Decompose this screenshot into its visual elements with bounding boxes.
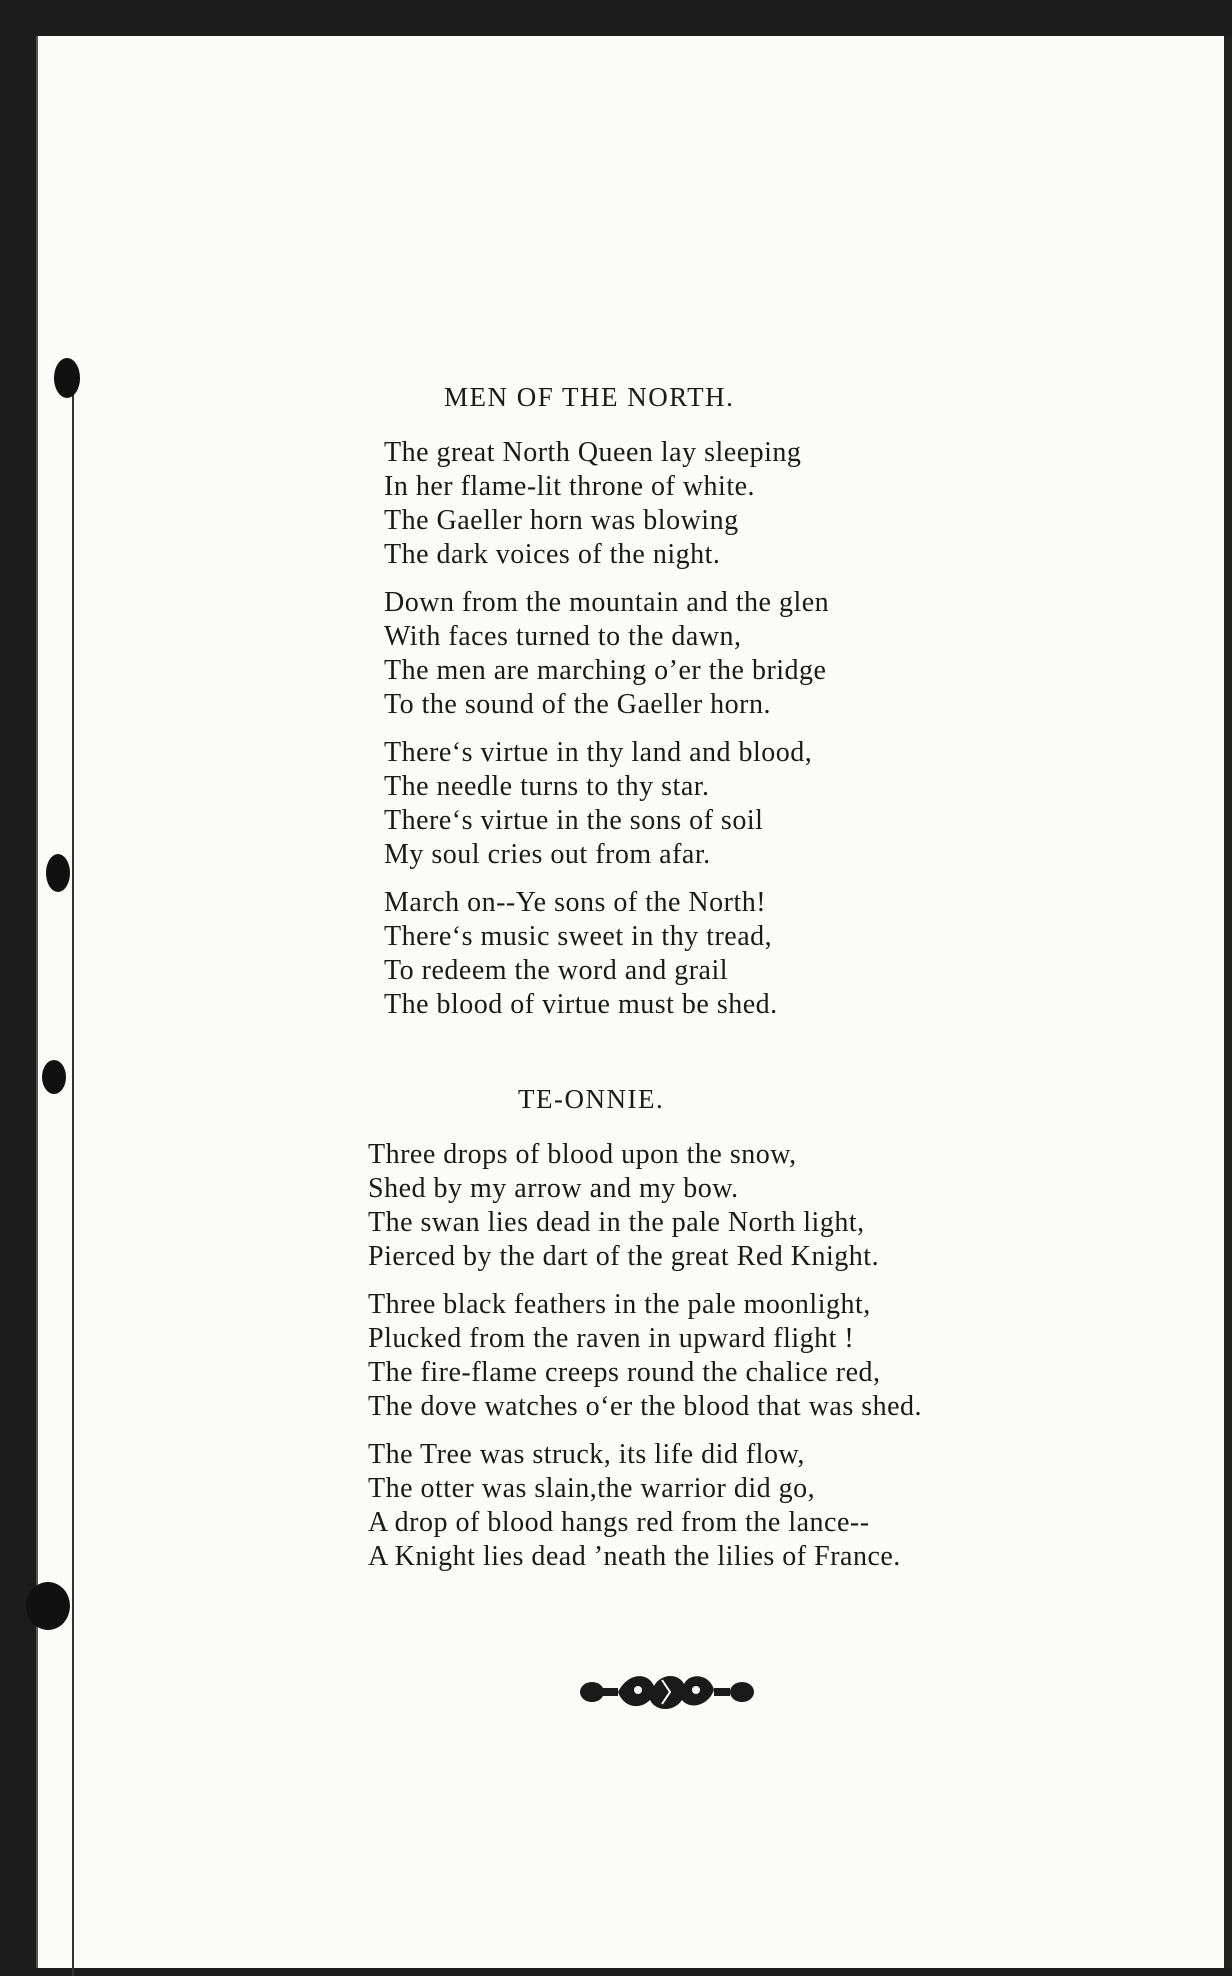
verse-line: There‘s virtue in thy land and blood, [384, 737, 813, 768]
stanza [368, 1438, 922, 1574]
poem-title: MEN OF THE NORTH. [444, 382, 735, 412]
verse-line: The needle turns to thy star. [384, 771, 710, 802]
verse-line: With faces turned to the dawn, [384, 621, 742, 652]
verse-line: The men are marching o’er the bridge [384, 655, 827, 686]
stanza [384, 736, 829, 872]
stanza [384, 886, 829, 1022]
verse-line: There‘s music sweet in thy tread, [384, 921, 773, 952]
verse-line: The otter was slain,the warrior did go, [368, 1473, 816, 1504]
verse-line: Three drops of blood upon the snow, [368, 1139, 797, 1170]
verse-line: The Gaeller horn was blowing [384, 505, 739, 536]
verse-line: In her flame-lit throne of white. [384, 471, 756, 502]
verse-line: The great North Queen lay sleeping [384, 437, 802, 468]
verse-line: The fire-flame creeps round the chalice red, [368, 1357, 881, 1388]
verse-line: To redeem the word and grail [384, 955, 729, 986]
verse-line: The dark voices of the night. [384, 539, 721, 570]
binding-line [72, 376, 74, 1976]
stanza [384, 586, 829, 722]
binding-hole [26, 1582, 70, 1630]
verse-line: Down from the mountain and the glen [384, 587, 830, 618]
ornament-icon [578, 1666, 758, 1718]
stanza [384, 436, 829, 572]
verse-line: The blood of virtue must be shed. [384, 989, 778, 1020]
poem-title: TE-ONNIE. [518, 1084, 665, 1114]
verse-line: The dove watches o‘er the blood that was shed. [368, 1391, 923, 1422]
verse-line: Plucked from the raven in upward flight ! [368, 1323, 855, 1354]
verse-line: March on--Ye sons of the North! [384, 887, 767, 918]
verse-line: Shed by my arrow and my bow. [368, 1173, 739, 1204]
binding-hole [42, 1060, 66, 1094]
verse-line: Three black feathers in the pale moonlight, [368, 1289, 871, 1320]
verse-line: There‘s virtue in the sons of soil [384, 805, 764, 836]
stanza [368, 1138, 922, 1274]
binding-hole [54, 358, 80, 398]
verse-line: Pierced by the dart of the great Red Knight. [368, 1241, 880, 1272]
poem-te-onnie [368, 1082, 922, 1588]
binding-hole [46, 854, 70, 892]
verse-line: My soul cries out from afar. [384, 839, 711, 870]
stanza [368, 1288, 922, 1424]
verse-line: The swan lies dead in the pale North light, [368, 1207, 865, 1238]
verse-line: The Tree was struck, its life did flow, [368, 1439, 805, 1470]
poem-men-of-the-north [384, 380, 829, 1036]
verse-line: A Knight lies dead ’neath the lilies of France. [368, 1541, 901, 1572]
book-page [36, 36, 1224, 1968]
verse-line: A drop of blood hangs red from the lance-- [368, 1507, 870, 1538]
verse-line: To the sound of the Gaeller horn. [384, 689, 771, 720]
